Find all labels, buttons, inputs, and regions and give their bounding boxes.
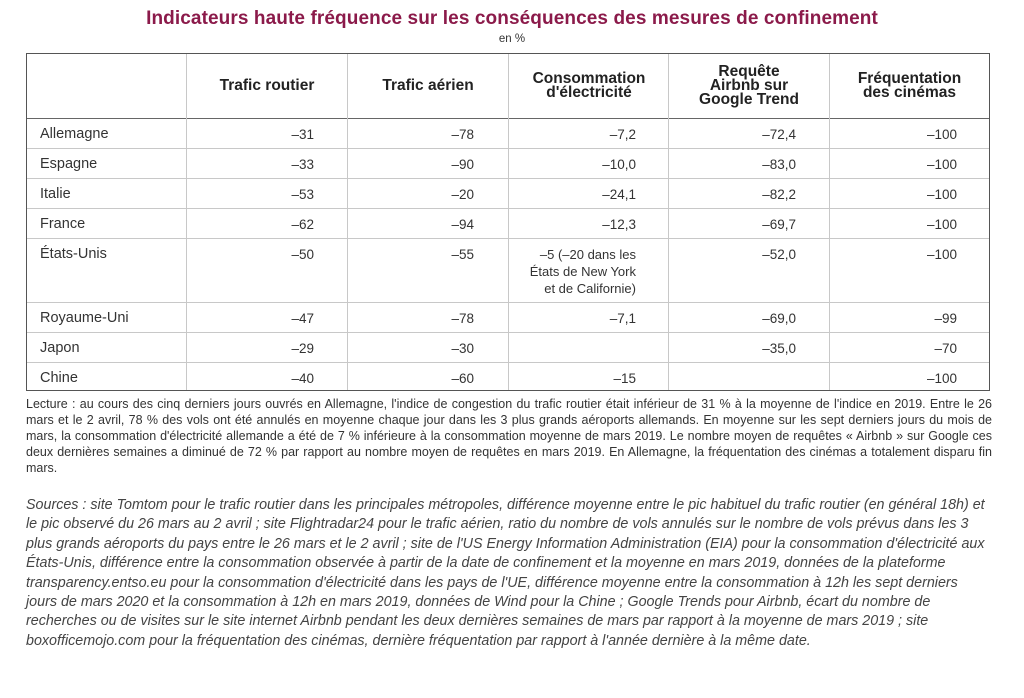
cell-trafic-aerien: –90 [451,157,474,172]
header-electricite: Consommation d'électricité [532,70,646,101]
cell-electricite: –7,2 [609,127,636,142]
cell-trafic-routier: –33 [291,157,314,172]
cell-trafic-aerien: –60 [451,371,474,386]
cell-airbnb: –35,0 [762,341,796,356]
cell-cinemas: –100 [926,217,957,232]
country-etats-unis: États-Unis [40,246,107,262]
country-allemagne: Allemagne [40,126,109,142]
cell-trafic-routier: –29 [291,341,314,356]
cell-cinemas: –70 [934,341,957,356]
header-trafic-aerien: Trafic aérien [382,77,474,94]
country-japon: Japon [40,340,80,356]
cell-trafic-aerien: –94 [451,217,474,232]
column-divider [508,54,509,390]
cell-airbnb: –69,7 [762,217,796,232]
cell-trafic-routier: –31 [291,127,314,142]
lecture-note: Lecture : au cours des cinq derniers jours ouvrés en Allemagne, l'indice de congestion du trafic routier était inférieur de 31 % à la moyenne de l'indice en 2019. Entre le 26 mars et le 2 avril, 78 % des vols ont été annulés en moyenne chaque jour dans les 3 plus grands aéroports allemands. En moyenne sur les sept derniers jours du mois de mars, la consommation d'électricité allemande a été de 7 % inférieure à la consommation moyenne de mars 2019. Le nombre moyen de requêtes « Airbnb » sur Google ces deux dernières semaines a diminué de 72 % par rapport au nombre moyen de requêtes en mars 2019. En Allemagne, la fréquentation des cinémas a totalement disparu fin mars. [26,397,992,475]
country-espagne: Espagne [40,156,98,172]
header-airbnb: Requête Airbnb sur Google Trend [699,63,799,108]
cell-trafic-routier: –40 [291,371,314,386]
cell-electricite: –10,0 [602,157,636,172]
cell-electricite: –7,1 [609,311,636,326]
cell-trafic-aerien: –20 [451,187,474,202]
cell-airbnb: –82,2 [762,187,796,202]
unit-label: en % [498,33,526,45]
cell-trafic-aerien: –30 [451,341,474,356]
country-italie: Italie [40,186,71,202]
cell-trafic-routier: –53 [291,187,314,202]
cell-trafic-aerien: –78 [451,127,474,142]
cell-cinemas: –100 [926,247,957,262]
cell-trafic-aerien: –78 [451,311,474,326]
cell-electricite: –12,3 [602,217,636,232]
cell-trafic-routier: –47 [291,311,314,326]
indicators-table [26,53,990,391]
cell-electricite: –5 (–20 dans les États de New York et de Californie) [529,247,636,296]
cell-trafic-aerien: –55 [451,247,474,262]
cell-trafic-routier: –62 [291,217,314,232]
cell-cinemas: –100 [926,127,957,142]
cell-trafic-routier: –50 [291,247,314,262]
country-royaume-uni: Royaume-Uni [40,310,129,326]
cell-electricite: –24,1 [602,187,636,202]
country-chine: Chine [40,370,78,386]
cell-cinemas: –100 [926,371,957,386]
cell-electricite: –15 [613,371,636,386]
cell-cinemas: –100 [926,157,957,172]
sources-note: Sources : site Tomtom pour le trafic routier dans les principales métropoles, différence moyenne entre le pic habituel du trafic routier (en général 18h) et le pic observé du 26 mars au 2 avril ; site Flightradar24 pour le trafic aérien, ratio du nombre de vols annulés sur le nombre de vols prévus dans les 3 plus grands aéroports du pays entre le 26 mars et le 2 avril ; site de l'US Energy Information Administration (EIA) pour la consommation d'électricité aux États-Unis, différence entre la consommation observée à partir de la date de confinement et la moyenne en mars 2019, données de la plateforme transparency.entso.eu pour la consommation d'électricité dans les pays de l'UE, différence moyenne entre la consommation à 12h les sept derniers jours de mars 2020 et la consommation à 12h en mars 2019, données de Wind pour la Chine ; Google Trends pour Airbnb, écart du nombre de recherches ou de visites sur le site internet Airbnb pendant les deux dernières semaines de mars par rapport à la moyenne de mars 2019 ; site boxofficemojo.com pour la fréquentation des cinémas, dernière fréquentation par rapport à l'année dernière à la même date. [26,497,985,649]
cell-cinemas: –100 [926,187,957,202]
page-title: Indicateurs haute fréquence sur les conséquences des mesures de confinement [146,8,878,29]
cell-airbnb: –69,0 [762,311,796,326]
cell-airbnb: –52,0 [762,247,796,262]
country-france: France [40,216,86,232]
header-cinemas: Fréquentation des cinémas [857,70,962,101]
cell-cinemas: –99 [934,311,957,326]
cell-airbnb: –83,0 [762,157,796,172]
header-trafic-routier: Trafic routier [219,77,315,94]
cell-airbnb: –72,4 [762,127,796,142]
